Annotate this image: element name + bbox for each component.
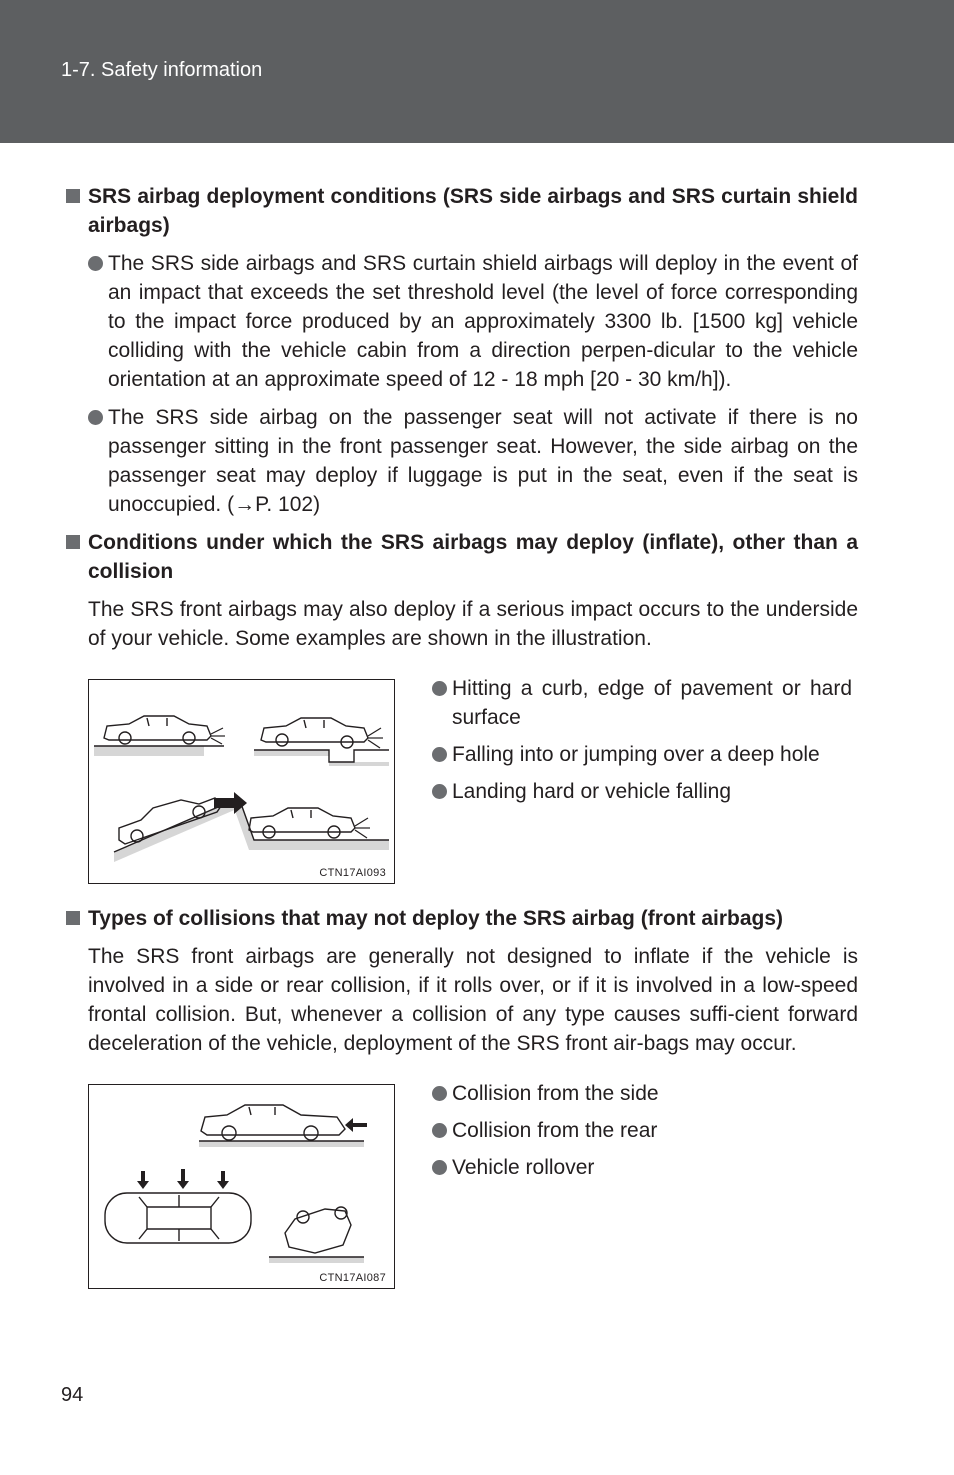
collision-types-illustration <box>88 1084 395 1289</box>
list-item <box>432 777 852 806</box>
figure-caption-list <box>432 1079 852 1289</box>
list-item-text: Landing hard or vehicle falling <box>452 780 732 803</box>
circle-bullet-icon <box>432 1123 447 1138</box>
collision-types-drawing <box>89 1085 394 1288</box>
list-item <box>432 674 852 732</box>
list-item-text: Collision from the side <box>452 1082 659 1105</box>
circle-bullet-icon <box>88 410 103 425</box>
square-bullet-icon <box>66 535 80 549</box>
page-content <box>66 182 858 1289</box>
section3-body: The SRS front airbags are generally not designed to inflate if the vehicle is involved in a side or rear collision, if it rolls over, or if it is involved in a low-speed frontal collision. But, whenever a collision of any type causes suffi-cient forward deceleration of the vehicle, deployment of the SRS front air-bags may occur. <box>88 945 858 1055</box>
circle-bullet-icon <box>432 1086 447 1101</box>
circle-bullet-icon <box>432 1160 447 1175</box>
figure-code: CTN17AI093 <box>319 867 386 879</box>
list-item <box>432 1079 852 1108</box>
circle-bullet-icon <box>432 784 447 799</box>
underbody-impact-illustration <box>88 679 395 884</box>
square-bullet-icon <box>66 911 80 925</box>
section1-heading-text: SRS airbag deployment conditions (SRS side airbags and SRS curtain shield airbags) <box>88 185 858 237</box>
section1-heading <box>66 182 858 240</box>
list-item-text: Collision from the rear <box>452 1119 658 1142</box>
car-impacts-drawing <box>89 680 394 883</box>
list-item-text: Falling into or jumping over a deep hole <box>452 743 820 766</box>
list-item <box>66 403 858 519</box>
section2-body: The SRS front airbags may also deploy if a serious impact occurs to the underside of your vehicle. Some examples are shown in the illustration. <box>88 598 858 650</box>
figure-row <box>66 1084 858 1289</box>
list-item <box>432 740 852 769</box>
figure-caption-list <box>432 674 852 884</box>
square-bullet-icon <box>66 189 80 203</box>
list-item-text: The SRS side airbags and SRS curtain shield airbags will deploy in the event of an impact that exceeds the set threshold level (the level of force corresponding to the impact force produced by an approximately 3300 lb. [1500 kg] vehicle colliding with the vehicle cabin from a direction perpen-dicular to the vehicle orientation at an approximate speed of 12 - 18 mph [20 - 30 km/h]). <box>108 252 858 391</box>
circle-bullet-icon <box>432 747 447 762</box>
list-item <box>432 1116 852 1145</box>
page-header <box>0 0 954 143</box>
section3-heading <box>66 904 858 933</box>
list-item <box>66 249 858 394</box>
figure-row <box>66 679 858 884</box>
page-number: 94 <box>61 1384 84 1406</box>
list-item-text: Vehicle rollover <box>452 1156 595 1179</box>
list-item-text: The SRS side airbag on the passenger seat will not activate if there is no passenger sitting in the front passenger seat. However, the side airbag on the passenger seat may deploy if luggage is put in the seat, even if the seat is unoccupied. (→P. 102) <box>108 406 858 516</box>
section2-heading <box>66 528 858 586</box>
circle-bullet-icon <box>432 681 447 696</box>
figure-code: CTN17AI087 <box>319 1272 386 1284</box>
list-item-text: Hitting a curb, edge of pavement or hard surface <box>452 677 852 729</box>
list-item <box>432 1153 852 1182</box>
circle-bullet-icon <box>88 256 103 271</box>
section2-heading-text: Conditions under which the SRS airbags may deploy (inflate), other than a collision <box>88 531 858 583</box>
section3-heading-text: Types of collisions that may not deploy the SRS airbag (front airbags) <box>88 907 784 930</box>
section-label: 1-7. Safety information <box>61 59 263 81</box>
